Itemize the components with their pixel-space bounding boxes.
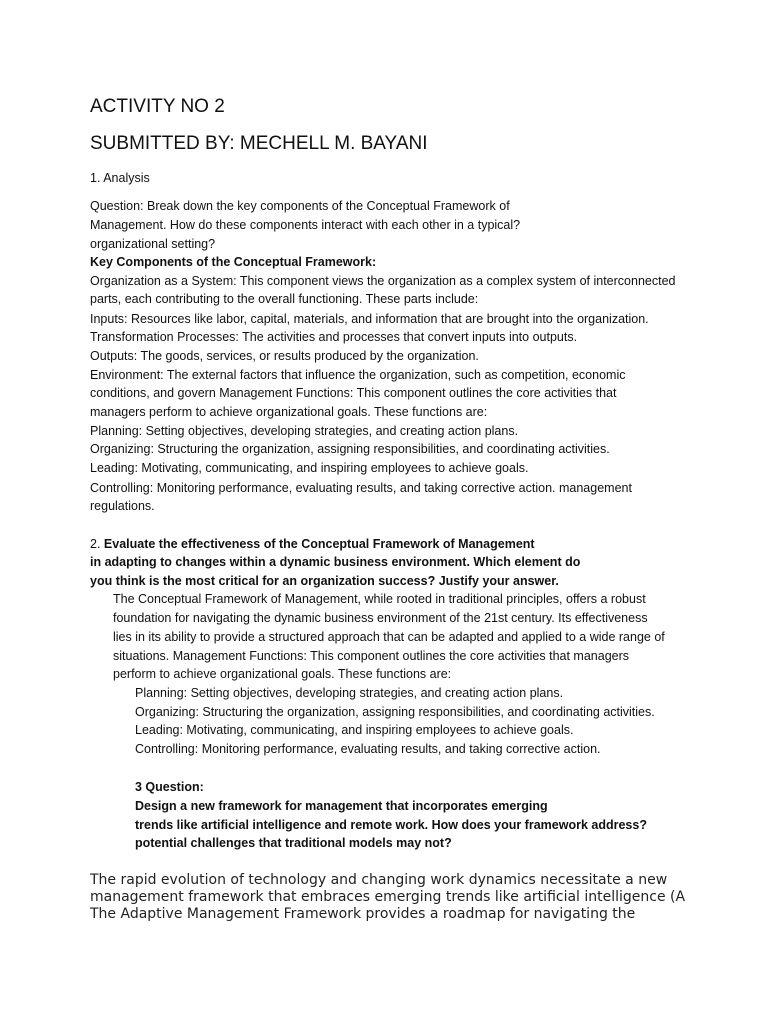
section1-line: Transformation Processes: The activities and processes that convert inputs into outputs. — [90, 330, 578, 344]
section1-line: Environment: The external factors that influence the organization, such as competition, economic — [90, 368, 626, 382]
section3-answer-line: management framework that embraces emerging trends like artificial intelligence (A — [90, 889, 686, 905]
section2-question-line: Evaluate the effectiveness of the Conceptual Framework of Management — [103, 537, 535, 551]
section1-line: Leading: Motivating, communicating, and inspiring employees to achieve goals. — [90, 461, 529, 475]
section3-heading: 3 Question: — [135, 780, 204, 794]
function-item: Planning: Setting objectives, developing strategies, and creating action plans. — [135, 686, 564, 700]
section1-line: Organizing: Structuring the organization, assigning responsibilities, and coordinating activities. — [90, 442, 610, 456]
section2-answer-line: perform to achieve organizational goals. These functions are: — [113, 667, 452, 681]
section3-answer-line: The Adaptive Management Framework provides a roadmap for navigating the — [90, 906, 636, 922]
section2-question-line: you think is the most critical for an organization success? Justify your answer. — [90, 574, 559, 588]
section1-line: Planning: Setting objectives, developing strategies, and creating action plans. — [90, 424, 519, 438]
section1-line: managers perform to achieve organizational goals. These functions are: — [90, 405, 488, 419]
section2-answer-line: foundation for navigating the dynamic business environment of the 21st century. Its effectiveness — [113, 611, 648, 625]
section1-heading: 1. Analysis — [90, 171, 150, 185]
section2-answer-line: The Conceptual Framework of Management, while rooted in traditional principles, offers a robust — [113, 592, 646, 606]
section2-answer-line: situations. Management Functions: This component outlines the core activities that managers — [113, 649, 630, 663]
section3-answer-line: The rapid evolution of technology and changing work dynamics necessitate a new — [90, 872, 668, 888]
section1-subheading: Key Components of the Conceptual Framework: — [90, 255, 377, 269]
section2-question — [90, 535, 535, 553]
function-item: Controlling: Monitoring performance, evaluating results, and taking corrective action. — [135, 742, 601, 756]
section3-question-line: potential challenges that traditional models may not? — [135, 836, 452, 850]
section1-line: Organization as a System: This component views the organization as a complex system of interconnected — [90, 274, 676, 288]
section1-line: Controlling: Monitoring performance, evaluating results, and taking corrective action. management — [90, 481, 632, 495]
function-item: Organizing: Structuring the organization, assigning responsibilities, and coordinating activities. — [135, 705, 655, 719]
section1-line: Management. How do these components interact with each other in a typical? — [90, 218, 521, 232]
section3-question-line: trends like artificial intelligence and remote work. How does your framework address? — [135, 818, 647, 832]
activity-title: ACTIVITY NO 2 — [90, 96, 225, 117]
section2-number: 2. — [90, 537, 101, 551]
section1-line: Outputs: The goods, services, or results produced by the organization. — [90, 349, 479, 363]
section1-line: Inputs: Resources like labor, capital, materials, and information that are brought into the organization. — [90, 312, 649, 326]
section1-line: Question: Break down the key components of the Conceptual Framework of — [90, 199, 510, 213]
section2-question-line: in adapting to changes within a dynamic business environment. Which element do — [90, 555, 581, 569]
section1-line: parts, each contributing to the overall functioning. These parts include: — [90, 292, 479, 306]
function-item: Leading: Motivating, communicating, and inspiring employees to achieve goals. — [135, 723, 574, 737]
section1-line: regulations. — [90, 499, 155, 513]
section1-line: organizational setting? — [90, 237, 216, 251]
section2-answer-line: lies in its ability to provide a structured approach that can be adapted and applied to a wide range of — [113, 630, 665, 644]
section1-line: conditions, and govern Management Functions: This component outlines the core activities that — [90, 386, 617, 400]
section3-question-line: Design a new framework for management that incorporates emerging — [135, 799, 548, 813]
submitted-by: SUBMITTED BY: MECHELL M. BAYANI — [90, 133, 428, 154]
